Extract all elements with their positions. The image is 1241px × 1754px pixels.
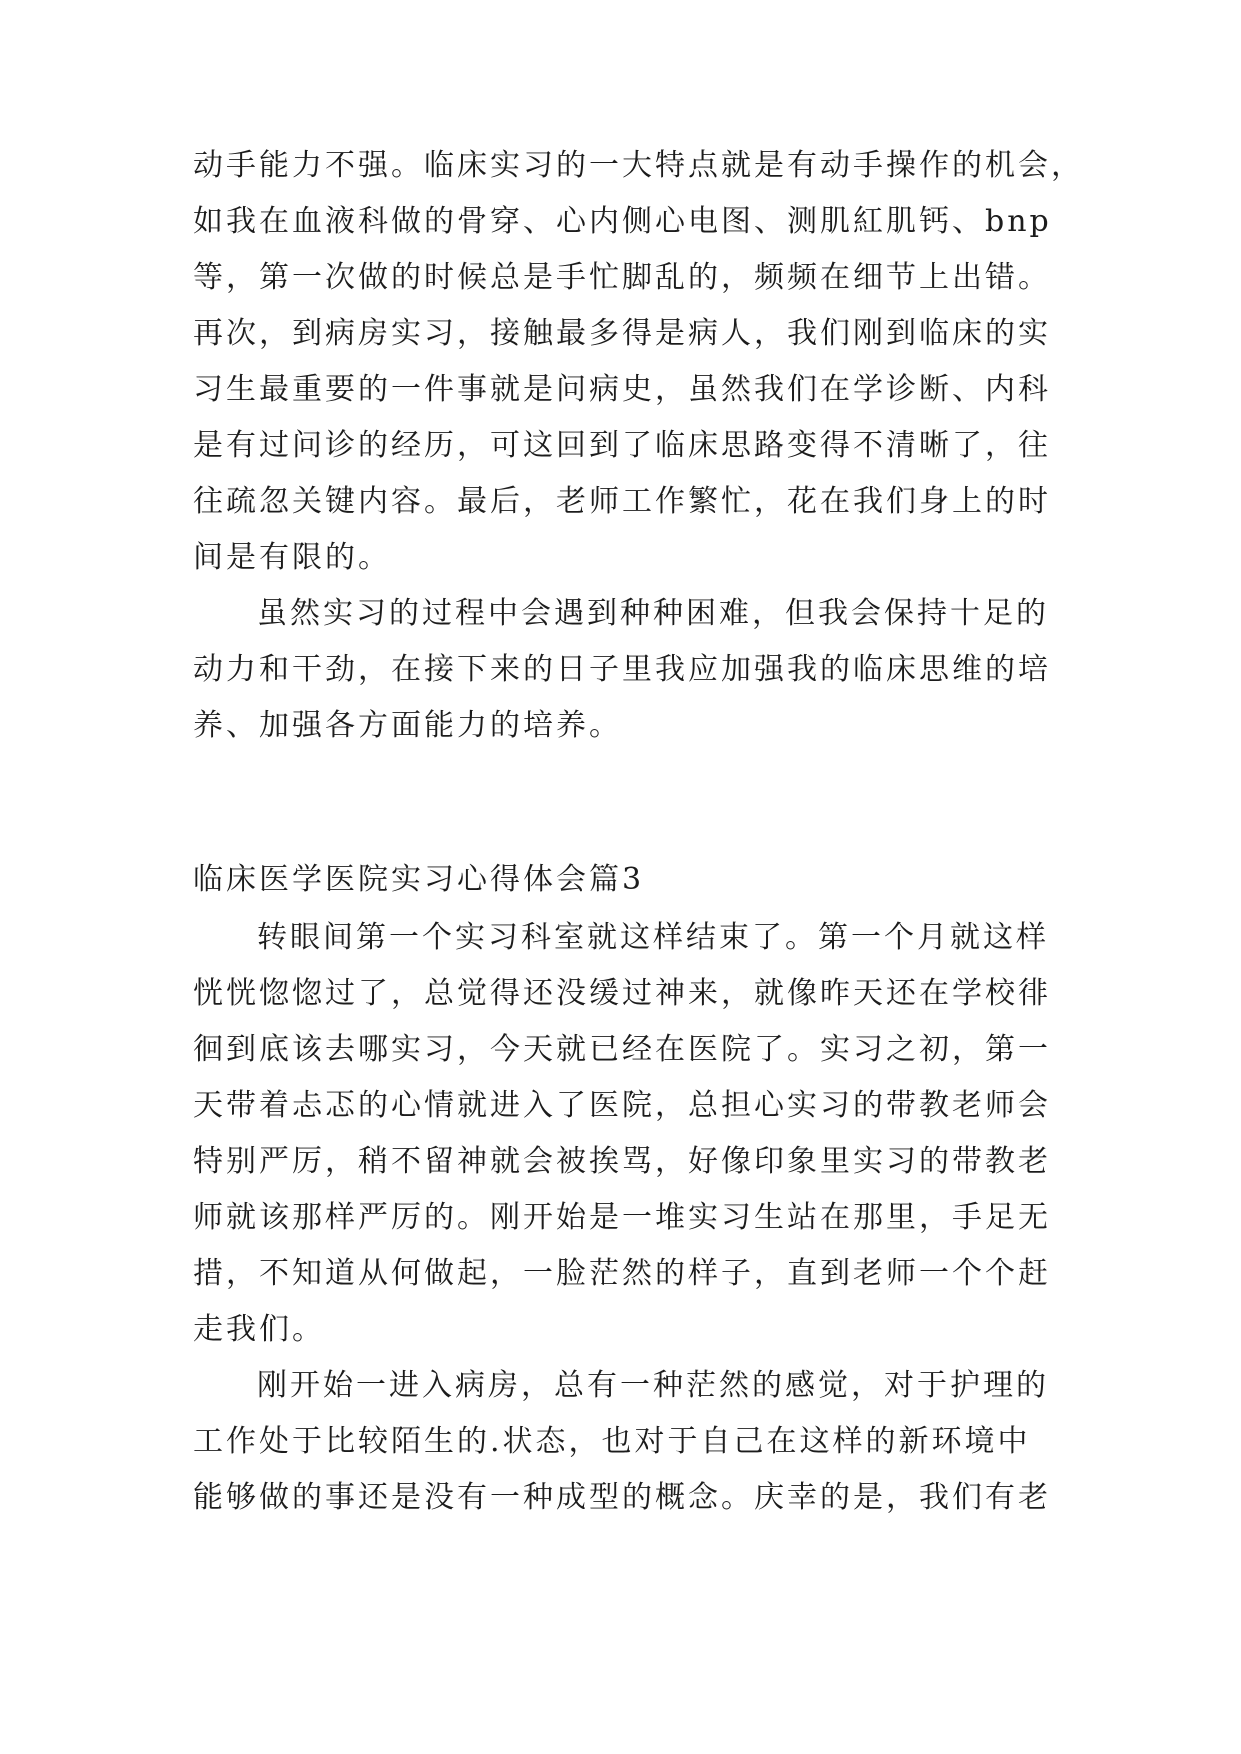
- text-line: 措，不知道从何做起，一脸茫然的样子，直到老师一个个赶: [193, 1256, 1051, 1291]
- text-line: 走我们。: [193, 1312, 325, 1347]
- text-line: 再次，到病房实习，接触最多得是病人，我们刚到临床的实: [193, 316, 1051, 351]
- text-line: 师就该那样严厉的。刚开始是一堆实习生站在那里，手足无: [193, 1200, 1051, 1235]
- text-line: 虽然实习的过程中会遇到种种困难，但我会保持十足的: [257, 596, 1049, 631]
- text-line: 养、加强各方面能力的培养。: [193, 708, 622, 743]
- text-line: 动手能力不强。临床实习的一大特点就是有动手操作的机会，: [193, 148, 1084, 183]
- text-line: 转眼间第一个实习科室就这样结束了。第一个月就这样: [257, 920, 1049, 955]
- text-line: 习生最重要的一件事就是问病史，虽然我们在学诊断、内科: [193, 372, 1051, 407]
- text-line: 能够做的事还是没有一种成型的概念。庆幸的是，我们有老: [193, 1480, 1051, 1515]
- text-line: 工作处于比较陌生的.状态，也对于自己在这样的新环境中: [193, 1424, 1031, 1459]
- text-line: 等，第一次做的时候总是手忙脚乱的，频频在细节上出错。: [193, 260, 1051, 295]
- text-line: 往疏忽关键内容。最后，老师工作繁忙，花在我们身上的时: [193, 484, 1051, 519]
- text-line: 动力和干劲，在接下来的日子里我应加强我的临床思维的培: [193, 652, 1051, 687]
- text-line: 特别严厉，稍不留神就会被挨骂，好像印象里实习的带教老: [193, 1144, 1051, 1179]
- text-line: 刚开始一进入病房，总有一种茫然的感觉，对于护理的: [257, 1368, 1049, 1403]
- text-line: 天带着忐忑的心情就进入了医院，总担心实习的带教老师会: [193, 1088, 1051, 1123]
- text-line: 恍恍惚惚过了，总觉得还没缓过神来，就像昨天还在学校徘: [193, 976, 1051, 1011]
- text-line: 间是有限的。: [193, 540, 391, 575]
- text-line: 如我在血液科做的骨穿、心内侧心电图、测肌紅肌钙、bnp: [193, 204, 1052, 239]
- text-line: 是有过问诊的经历，可这回到了临床思路变得不清晰了，往: [193, 428, 1051, 463]
- section-heading: 临床医学医院实习心得体会篇3: [193, 862, 645, 897]
- text-line: 徊到底该去哪实习，今天就已经在医院了。实习之初，第一: [193, 1032, 1051, 1067]
